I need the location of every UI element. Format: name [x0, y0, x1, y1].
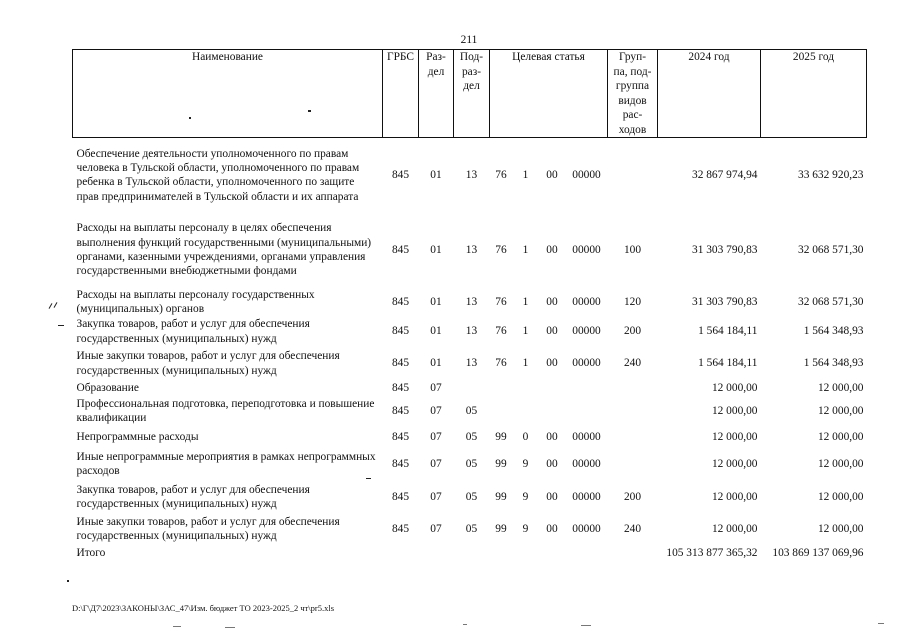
subsection-cell: 13 [465, 357, 478, 370]
scan-mark [67, 580, 69, 582]
header-2024: 2024 год [658, 50, 761, 138]
target-part-2-cell [513, 546, 539, 560]
target-part-3-cell: 00 [546, 522, 558, 535]
total-label-cell: Итого [76, 546, 106, 559]
scan-mark [173, 626, 181, 627]
header-row [73, 50, 867, 138]
section-cell [419, 546, 454, 560]
expense-group-cell: 100 [623, 243, 642, 256]
grbs-cell: 845 [391, 325, 410, 338]
section-cell: 07 [430, 458, 442, 471]
scan-mark [189, 117, 191, 119]
target-part-3-cell: 00 [546, 169, 558, 182]
target-part-4-cell: 00000 [572, 325, 601, 338]
table-header [73, 50, 867, 138]
header-name: Наименование [73, 50, 383, 138]
section-cell: 01 [430, 325, 442, 338]
target-part-3-cell: 00 [546, 458, 558, 471]
grbs-cell: 845 [391, 357, 410, 370]
amount-2025-cell: 12 000,00 [817, 458, 864, 471]
target-part-4-cell [566, 395, 608, 428]
amount-2025-cell: 32 068 571,30 [798, 295, 864, 308]
target-part-2-cell [513, 395, 539, 428]
amount-2025-cell: 12 000,00 [817, 405, 864, 418]
expense-group-cell: 120 [623, 295, 642, 308]
total-2025-cell: 103 869 137 069,96 [772, 546, 864, 559]
target-part-1-cell: 76 [495, 243, 507, 256]
row-name-cell: Иные закупки товаров, работ и услуг для обеспечения государственных (муниципальных) нужд [76, 515, 340, 542]
amount-2024-cell: 12 000,00 [711, 381, 758, 394]
scan-mark [878, 623, 884, 624]
target-part-2-cell: 9 [522, 491, 529, 504]
grbs-cell [383, 546, 419, 560]
section-cell: 01 [430, 295, 442, 308]
row-name-cell: Закупка товаров, работ и услуг для обеспечения государственных (муниципальных) нужд [76, 484, 310, 511]
section-cell: 01 [430, 357, 442, 370]
amount-2024-cell: 12 000,00 [711, 430, 758, 443]
target-part-4-cell: 00000 [572, 458, 601, 471]
grbs-cell: 845 [391, 169, 410, 182]
target-part-4-cell: 00000 [572, 357, 601, 370]
target-part-1-cell: 99 [495, 522, 507, 535]
table-row [73, 138, 867, 213]
table-row [73, 347, 867, 381]
grbs-cell: 845 [391, 430, 410, 443]
target-part-2-cell: 1 [522, 169, 529, 182]
row-name-cell: Закупка товаров, работ и услуг для обеспечения государственных (муниципальных) нужд [76, 318, 310, 345]
target-part-4-cell: 00000 [572, 243, 601, 256]
subsection-cell: 05 [465, 458, 478, 471]
section-cell: 01 [430, 243, 442, 256]
grbs-cell: 845 [391, 405, 410, 418]
target-part-1-cell [490, 395, 513, 428]
amount-2025-cell: 33 632 920,23 [798, 169, 864, 182]
expense-group-cell [608, 381, 658, 395]
row-name-cell: Иные непрограммные мероприятия в рамках непрограммных расходов [76, 451, 376, 478]
target-part-4-cell: 00000 [572, 491, 601, 504]
target-part-4-cell: 00000 [572, 295, 601, 308]
target-part-3-cell [539, 395, 566, 428]
amount-2024-cell: 12 000,00 [711, 405, 758, 418]
scan-mark [49, 303, 53, 309]
expense-group-cell [608, 428, 658, 446]
footer-file-path: D:\Г\Д7\2023\ЗАКОНЫ\ЗАС_47\Изм. бюджет ТО 2023-2025_2 чт\pr5.xls [72, 603, 335, 613]
target-part-2-cell: 9 [522, 458, 529, 471]
subsection-cell: 13 [465, 295, 478, 308]
amount-2025-cell: 1 564 348,93 [803, 325, 864, 338]
target-part-2-cell: 0 [522, 430, 529, 443]
amount-2025-cell: 12 000,00 [817, 522, 864, 535]
grbs-cell: 845 [391, 522, 410, 535]
target-part-1-cell: 99 [495, 430, 507, 443]
section-cell: 07 [430, 522, 442, 535]
amount-2024-cell: 32 867 974,94 [692, 169, 758, 182]
table-row [73, 395, 867, 428]
subsection-cell: 13 [465, 243, 478, 256]
target-part-2-cell [513, 381, 539, 395]
target-part-3-cell: 00 [546, 243, 558, 256]
amount-2024-cell: 12 000,00 [711, 458, 758, 471]
amount-2024-cell: 12 000,00 [711, 491, 758, 504]
target-part-2-cell: 1 [522, 243, 529, 256]
header-section: Раз- дел [419, 50, 454, 138]
target-part-4-cell: 00000 [572, 169, 601, 182]
amount-2025-cell: 1 564 348,93 [803, 357, 864, 370]
page-number: 211 [460, 34, 478, 46]
target-part-2-cell: 1 [522, 325, 529, 338]
target-part-1-cell: 76 [495, 325, 507, 338]
target-part-1-cell: 99 [495, 458, 507, 471]
amount-2024-cell: 12 000,00 [711, 522, 758, 535]
expense-group-cell [608, 138, 658, 213]
total-row [73, 546, 867, 560]
target-part-1-cell: 76 [495, 357, 507, 370]
target-part-1-cell: 76 [495, 169, 507, 182]
expense-group-cell: 200 [623, 491, 642, 504]
scan-mark [581, 625, 591, 626]
row-name-cell: Расходы на выплаты персоналу в целях обеспечения выполнения функций государственными (муниципальными) органами, казенными учреждениями, органами управления государственными внебюджетными фондами [76, 222, 372, 278]
header-subsection: Под- раз- дел [454, 50, 490, 138]
budget-table [72, 49, 867, 560]
target-part-4-cell: 00000 [572, 430, 601, 443]
grbs-cell: 845 [391, 243, 410, 256]
total-2024-cell: 105 313 877 365,32 [666, 546, 758, 559]
header-2025: 2025 год [761, 50, 867, 138]
section-cell: 07 [430, 381, 442, 394]
expense-group-cell [608, 446, 658, 483]
subsection-cell: 05 [465, 522, 478, 535]
row-name-cell: Образование [76, 381, 139, 394]
section-cell: 07 [430, 405, 442, 418]
target-part-3-cell: 00 [546, 430, 558, 443]
subsection-cell: 05 [465, 430, 478, 443]
table-row [73, 317, 867, 347]
target-part-1-cell: 76 [495, 295, 507, 308]
target-part-3-cell [539, 546, 566, 560]
amount-2024-cell: 31 303 790,83 [692, 243, 758, 256]
section-cell: 07 [430, 430, 442, 443]
amount-2024-cell: 1 564 184,11 [698, 325, 758, 338]
amount-2025-cell: 32 068 571,30 [798, 243, 864, 256]
section-cell: 01 [430, 169, 442, 182]
target-part-4-cell [566, 381, 608, 395]
target-part-4-cell [566, 546, 608, 560]
table-row [73, 213, 867, 288]
table-body [73, 138, 867, 561]
scan-mark [58, 325, 64, 326]
table-row [73, 428, 867, 446]
amount-2025-cell: 12 000,00 [817, 430, 864, 443]
expense-group-cell: 240 [623, 357, 642, 370]
scan-mark [463, 624, 467, 625]
expense-group-cell: 200 [623, 325, 642, 338]
row-name-cell: Иные закупки товаров, работ и услуг для обеспечения государственных (муниципальных) нужд [76, 350, 340, 377]
target-part-1-cell [490, 546, 513, 560]
target-part-3-cell: 00 [546, 295, 558, 308]
subsection-cell: 05 [465, 491, 478, 504]
target-part-3-cell: 00 [546, 325, 558, 338]
scan-mark [54, 302, 58, 308]
target-part-3-cell: 00 [546, 357, 558, 370]
scan-mark [366, 478, 371, 479]
target-part-2-cell: 9 [522, 522, 529, 535]
amount-2024-cell: 31 303 790,83 [692, 295, 758, 308]
subsection-cell: 05 [465, 405, 478, 418]
subsection-cell [454, 546, 490, 560]
target-part-3-cell: 00 [546, 491, 558, 504]
table-row [73, 483, 867, 512]
subsection-cell [454, 381, 490, 395]
table-row [73, 288, 867, 317]
grbs-cell: 845 [391, 458, 410, 471]
target-part-2-cell: 1 [522, 357, 529, 370]
expense-group-cell [608, 395, 658, 428]
target-part-1-cell [490, 381, 513, 395]
grbs-cell: 845 [391, 381, 410, 394]
target-part-1-cell: 99 [495, 491, 507, 504]
row-name-cell: Расходы на выплаты персоналу государственных (муниципальных) органов [76, 288, 315, 315]
amount-2024-cell: 1 564 184,11 [698, 357, 758, 370]
scan-mark [308, 110, 311, 112]
grbs-cell: 845 [391, 491, 410, 504]
target-part-2-cell: 1 [522, 295, 529, 308]
header-target-article: Целевая статья [490, 50, 608, 138]
subsection-cell: 13 [465, 169, 478, 182]
table-row [73, 381, 867, 395]
table-row [73, 446, 867, 483]
row-name-cell: Профессиональная подготовка, переподготовка и повышение квалификации [76, 398, 375, 425]
row-name-cell: Обеспечение деятельности уполномоченного по правам человека в Тульской области, уполномоченного по правам ребенка в Тульской области, уполномоченного по защите прав предпринимателей в Тульской области и их аппарата [76, 147, 360, 203]
expense-group-cell: 240 [623, 522, 642, 535]
grbs-cell: 845 [391, 295, 410, 308]
amount-2025-cell: 12 000,00 [817, 381, 864, 394]
section-cell: 07 [430, 491, 442, 504]
row-name-cell: Непрограммные расходы [76, 430, 199, 443]
subsection-cell: 13 [465, 325, 478, 338]
header-expense-group: Груп- па, под- группа видов рас- ходов [608, 50, 658, 138]
scan-mark [225, 627, 235, 628]
target-part-3-cell [539, 381, 566, 395]
amount-2025-cell: 12 000,00 [817, 491, 864, 504]
target-part-4-cell: 00000 [572, 522, 601, 535]
expense-group-cell [608, 546, 658, 560]
header-grbs: ГРБС [383, 50, 419, 138]
table-row [73, 512, 867, 546]
